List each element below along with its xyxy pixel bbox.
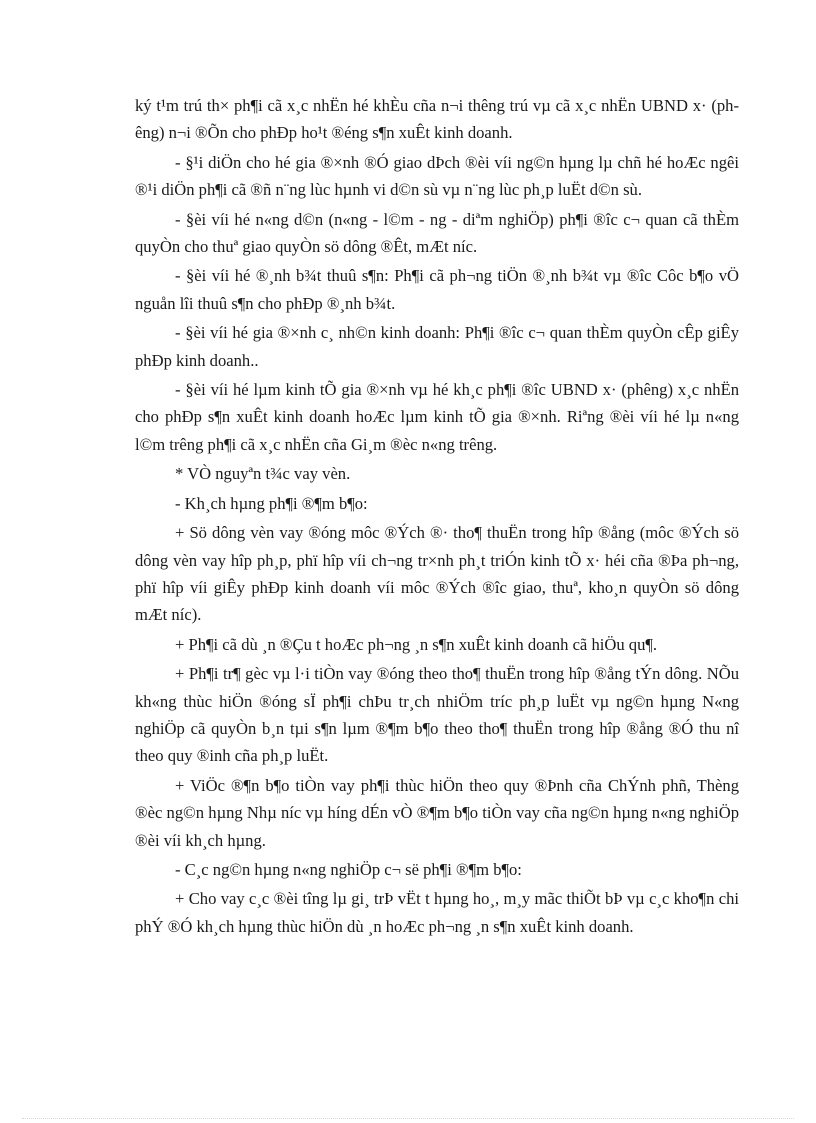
paragraph-loan-security: + ViÖc ®¶n b¶o tiÒn vay ph¶i thùc hiÖn theo quy ®Þnh cña ChÝnh phñ, Thèng ®èc ng©n hµng Nhµ níc vµ híng dÉn vÒ ®¶m b¶o tiÒn vay cña ng©n hµng n«ng nghiÖp ®èi víi kh¸ch hµng. (135, 775, 739, 850)
paragraph-loan-principles-heading: * VÒ nguyªn t¾c vay vèn. (175, 464, 351, 484)
paragraph-bank-requirements: - C¸c ng©n hµng n«ng nghiÖp c¬ së ph¶i ®¶m b¶o: (175, 859, 522, 879)
paragraph-lending-objects: + Cho vay c¸c ®èi tîng lµ gi¸ trÞ vËt t hµng ho¸, m¸y mãc thiÕt bÞ vµ c¸c kho¶n chi phÝ ®Ó kh¸ch hµng thùc hiÖn dù ¸n hoÆc ph¬ng ¸n s¶n xuÊt kinh doanh. (135, 889, 739, 936)
paragraph-fishing-household: - §èi víi hé ®¸nh b¾t thuû s¶n: Ph¶i cã ph¬ng tiÖn ®¸nh b¾t vµ ®îc Côc b¶o vÖ nguån lîi thuû s¶n cho phÐp ®¸nh b¾t. (135, 266, 739, 313)
document-body (135, 92, 739, 940)
paragraph-loan-purpose: + Sö dông vèn vay ®óng môc ®Ých ®· tho¶ thuËn trong hîp ®ång (môc ®Ých sö dông vèn vay hîp ph¸p, phï hîp víi ch¬ng tr×nh ph¸t triÓn kinh tÕ x· héi cña ®Þa ph¬ng, phï hîp víi giÊy phÐp kinh doanh víi môc ®Ých ®îc giao, thuª, kho¸n quyÒn sö dông mÆt níc). (135, 523, 739, 625)
paragraph-continuation: ký t¹m trú th× ph¶i cã x¸c nhËn hé khÈu cña n¬i thêng trú vµ cã x¸c nhËn UBND x· (phêng) n¬i ®Õn cho phÐp ho¹t ®éng s¶n xuÊt kinh doanh. (135, 96, 739, 143)
page-bottom-divider (22, 1118, 794, 1119)
paragraph-repayment: + Ph¶i tr¶ gèc vµ l·i tiÒn vay ®óng theo tho¶ thuËn trong hîp ®ång tÝn dông. NÕu kh«ng thùc hiÖn ®óng sÏ ph¶i chÞu tr¸ch nhiÖm tríc ph¸p luËt vµ ng©n hµng N«ng nghiÖp cã quyÒn b¸n tµi s¶n lµm ®¶m b¶o theo tho¶ thuËn trong hîp ®ång ®Ó thu nî theo quy ®inh cña ph¸p luËt. (135, 664, 739, 766)
paragraph-representative: - §¹i diÖn cho hé gia ®×nh ®Ó giao dÞch ®èi víi ng©n hµng lµ chñ hé hoÆc ngêi ®¹i diÖn ph¶i cã ®ñ n¨ng lùc hµnh vi d©n sù vµ n¨ng lùc ph¸p luËt d©n sù. (135, 152, 739, 200)
paragraph-customer-requirements: - Kh¸ch hµng ph¶i ®¶m b¶o: (175, 493, 368, 513)
paragraph-family-economy-household: - §èi víi hé lµm kinh tÕ gia ®×nh vµ hé kh¸c ph¶i ®îc UBND x· (phêng) x¸c nhËn cho phÐp s¶n xuÊt kinh doanh hoÆc lµm kinh tÕ gia ®×nh. Riªng ®èi víi hé lµ n«ng l©m trêng ph¶i cã x¸c nhËn cña Gi¸m ®èc n«ng trêng. (135, 380, 739, 454)
paragraph-business-household: - §èi víi hé gia ®×nh c¸ nh©n kinh doanh: Ph¶i ®îc c¬ quan thÈm quyÒn cÊp giÊy phÐp kinh doanh.. (135, 323, 739, 370)
paragraph-farmer-household: - §èi víi hé n«ng d©n (n«ng - l©m - ng - diªm nghiÖp) ph¶i ®îc c¬ quan cã thÈm quyÒn cho thuª giao quyÒn sö dông ®Êt, mÆt níc. (135, 209, 739, 257)
paragraph-investment-project: + Ph¶i cã dù ¸n ®Çu t hoÆc ph¬ng ¸n s¶n xuÊt kinh doanh cã hiÖu qu¶. (175, 634, 658, 654)
